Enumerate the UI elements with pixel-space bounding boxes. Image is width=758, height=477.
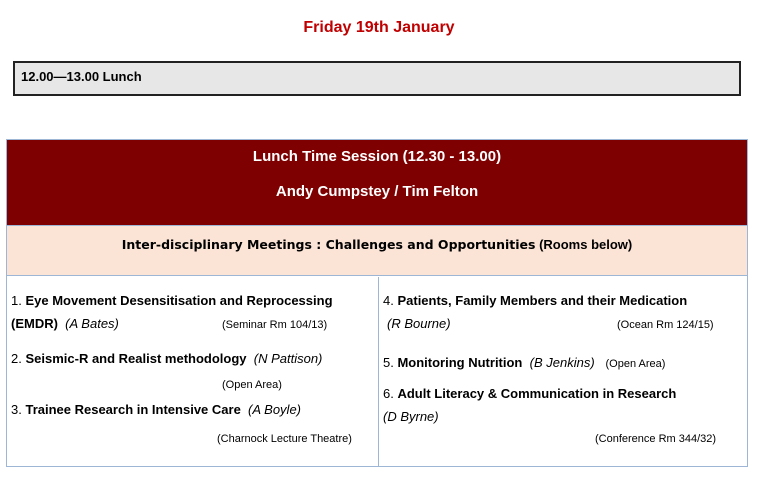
session-title: Lunch Time Session (12.30 - 13.00) (252, 148, 502, 165)
subtitle-rooms: (Rooms below) (535, 237, 633, 252)
item-author (387, 316, 451, 331)
item-author: (A Bates) (65, 316, 119, 331)
item-room: (Conference Rm 344/32) (595, 433, 717, 445)
lunch-session-table (6, 139, 748, 467)
list-item-4 (383, 293, 687, 308)
item-title: Monitoring Nutrition (397, 355, 523, 370)
list-item-5 (383, 355, 665, 370)
item-number: 2. (11, 351, 26, 366)
item-room: (Seminar Rm 104/13) (222, 319, 328, 331)
item-room: (Open Area) (605, 358, 666, 370)
item-author-text: (R Bourne) (387, 316, 451, 331)
item-title: Seismic-R and Realist methodology (25, 351, 247, 366)
item-room: (Open Area) (222, 379, 282, 391)
right-column (379, 277, 747, 467)
item-author (383, 409, 439, 424)
item-title: Adult Literacy & Communication in Research (397, 386, 677, 401)
item-author: (B Jenkins) (529, 355, 595, 370)
item-number: 5. (383, 355, 398, 370)
item-number: 4. (383, 293, 398, 308)
list-item-1-line1 (11, 293, 333, 308)
item-number: 6. (383, 386, 398, 401)
list-item-2 (11, 351, 322, 366)
session-subtitle (7, 225, 747, 276)
left-column (7, 277, 379, 467)
lunch-bar: 12.00—13.00 Lunch (13, 61, 741, 96)
item-title: Eye Movement Desensitisation and Reprocessing (25, 293, 333, 308)
session-header (7, 140, 747, 225)
day-title: Friday 19th January (303, 19, 455, 36)
item-title: Trainee Research in Intensive Care (25, 402, 241, 417)
list-item-3 (11, 402, 301, 417)
list-item-1-line2 (11, 316, 119, 331)
item-number: 1. (11, 293, 26, 308)
item-room: (Charnock Lecture Theatre) (217, 433, 352, 445)
item-author: (N Pattison) (253, 351, 323, 366)
item-number: 3. (11, 402, 26, 417)
subtitle-main: Inter-disciplinary Meetings : Challenges and Opportunities (121, 237, 536, 252)
item-title-cont: (EMDR) (11, 316, 58, 331)
item-room: (Ocean Rm 124/15) (617, 319, 714, 331)
item-title: Patients, Family Members and their Medication (397, 293, 688, 308)
item-author-text: (D Byrne) (383, 409, 439, 424)
item-author: (A Boyle) (248, 402, 302, 417)
session-speakers: Andy Cumpstey / Tim Felton (275, 183, 479, 200)
list-item-6 (383, 386, 676, 401)
